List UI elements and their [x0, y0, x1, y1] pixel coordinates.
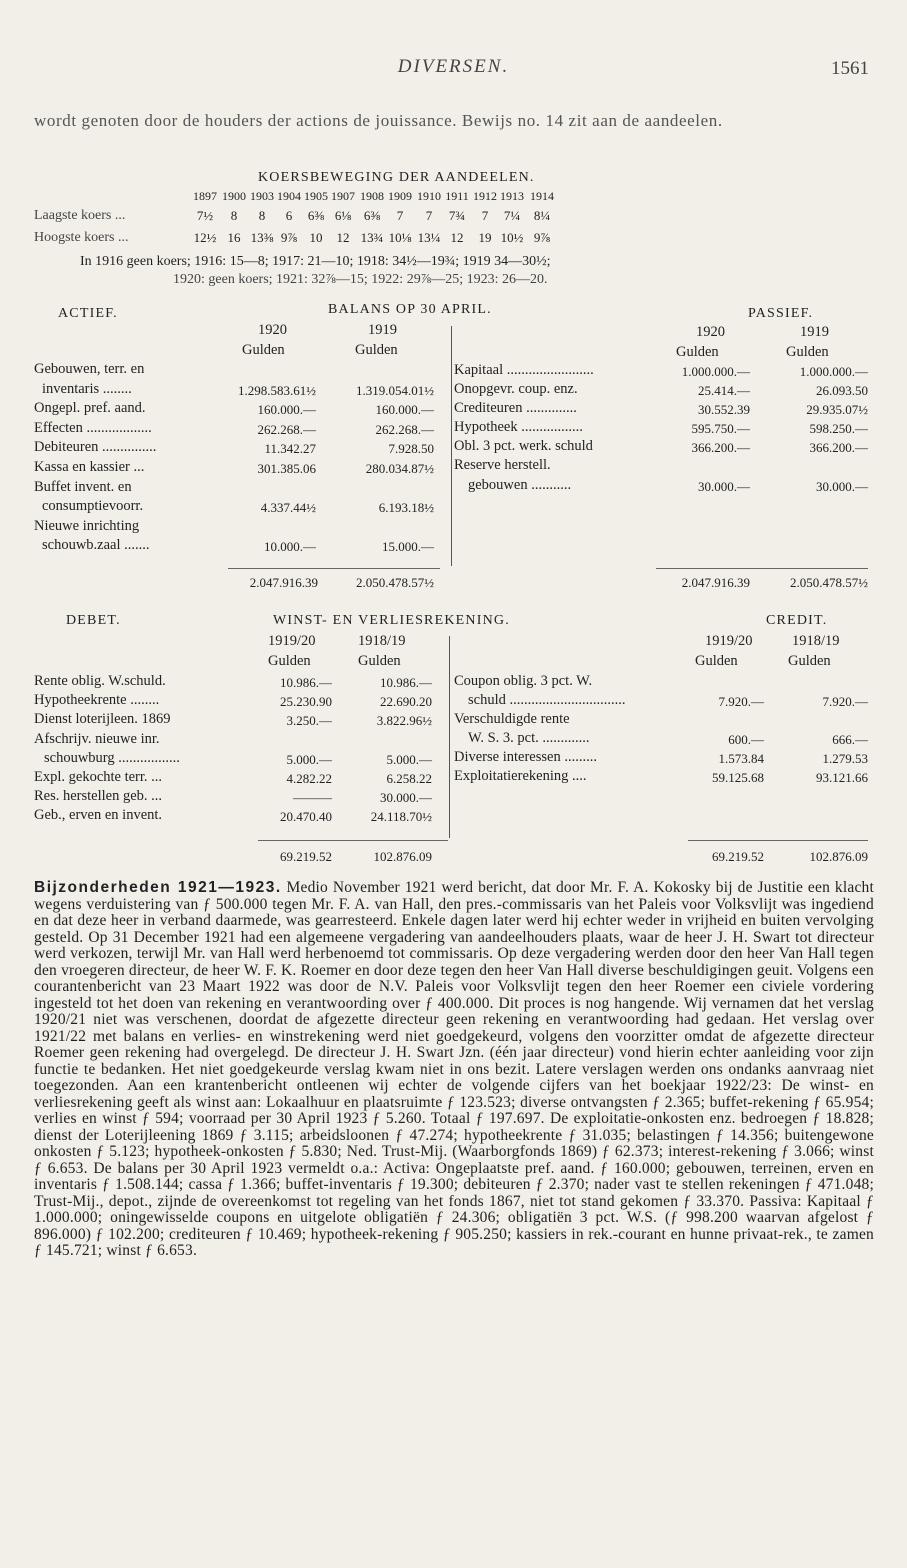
balans-passief-value-1919: 30.000.—: [816, 479, 868, 494]
balans-passief-total-2: 2.050.478.57½: [790, 575, 868, 590]
winst-debet-value-1918-19: 10.986.—: [380, 675, 432, 690]
winst-debet-value-1919-20: 25.230.90: [280, 694, 332, 710]
bijzonderheden-heading: Bijzonderheden 1921—1923.: [34, 879, 282, 896]
winst-debet-value-1919-20: 10.986.—: [280, 675, 332, 690]
koers-value: 6⅜: [363, 208, 381, 223]
winst-debet-value-1919-20: 4.282.22: [286, 771, 332, 786]
balans-actief-label: inventaris ........: [42, 380, 132, 397]
balans-actief-label: consumptievoorr.: [42, 498, 144, 515]
page-number: 1561: [831, 58, 869, 79]
balans-actief-title: ACTIEF.: [58, 306, 118, 321]
balans-actief-value-1919: 15.000.—: [382, 539, 434, 555]
balans-passief-label: Obl. 3 pct. werk. schuld: [454, 438, 593, 454]
koers-value: 6: [285, 208, 293, 223]
koers-value: 19: [478, 230, 492, 245]
koers-value: 9⅞: [280, 230, 298, 245]
balans-actief-sum-line: [228, 568, 440, 569]
balans-passief-year-2: 1919: [800, 324, 829, 340]
balans-passief-value-1920: 1.000.000.—: [681, 364, 750, 379]
winst-debet-label: Expl. gekochte terr. ...: [34, 769, 163, 785]
balans-actief-value-1919: 7.928.50: [388, 441, 434, 457]
koers-value: 10: [309, 230, 323, 245]
winst-credit-value-1918-19: 7.920.—: [822, 694, 868, 709]
balans-actief-label: Nieuwe inrichting: [34, 517, 140, 534]
balans-actief-total-1: 2.047.916.39: [249, 575, 318, 590]
koers-row-label: Hoogste koers ...: [34, 230, 129, 245]
winst-credit-total-2: 102.876.09: [809, 849, 868, 864]
koers-value: 13¾: [360, 230, 384, 245]
balans-actief-value-1920: 1.298.583.61½: [238, 382, 316, 398]
koers-value: 13⅜: [250, 230, 274, 245]
balans-actief-label: Debiteuren ...............: [34, 439, 157, 456]
winst-credit-label: W. S. 3. pct. .............: [468, 730, 590, 746]
balans-passief-label: Reserve herstell.: [454, 457, 551, 473]
koers-value: 13¼: [417, 230, 441, 245]
balans-passief-label: gebouwen ...........: [468, 477, 572, 493]
balans-actief-label: Buffet invent. en: [34, 478, 132, 495]
koers-year: 1903: [250, 189, 274, 203]
winst-credit-title: CREDIT.: [766, 613, 828, 628]
balans-passief-title: PASSIEF.: [748, 306, 814, 321]
koers-value: 9⅞: [533, 230, 551, 245]
balans-passief-value-1919: 366.200.—: [809, 440, 868, 455]
winst-debet-label: Rente oblig. W.schuld.: [34, 673, 166, 689]
winst-credit-label: Coupon oblig. 3 pct. W.: [454, 673, 593, 689]
koers-year: 1907: [331, 189, 355, 203]
koers-value: 12: [450, 230, 464, 245]
winst-credit-value-1918-19: 93.121.66: [816, 770, 868, 785]
koers-value: 16: [227, 230, 241, 245]
balans-actief-value-1920: 4.337.44½: [260, 500, 316, 516]
balans-actief-value-1920: 11.342.27: [264, 441, 316, 457]
koers-year: 1900: [222, 189, 246, 203]
bijzonderheden-paragraph: [34, 880, 874, 1260]
koers-year: 1897: [193, 189, 217, 203]
koers-value: 10⅛: [388, 230, 412, 245]
koers-note-1: In 1916 geen koers; 1916: 15—8; 1917: 21—10; 1918: 34½—19¾; 1919 34—30½;: [80, 254, 551, 269]
balans-actief-value-1920: 301.385.06: [257, 461, 316, 476]
balans-passief-value-1920: 595.750.—: [691, 421, 750, 436]
winst-debet-value-1919-20: 5.000.—: [286, 751, 332, 767]
balans-passief-value-1919: 598.250.—: [809, 421, 868, 436]
winst-debet-year-1: 1919/20: [268, 633, 316, 649]
winst-debet-sum-line: [258, 840, 448, 841]
balans-actief-label: Gebouwen, terr. en: [34, 361, 145, 377]
winst-debet-value-1919-20: ———: [293, 790, 332, 806]
balans-actief-value-1920: 10.000.—: [264, 539, 316, 555]
balans-actief-value-1920: 262.268.—: [257, 421, 316, 437]
koers-year: 1913: [500, 189, 524, 203]
balans-actief-label: schouwb.zaal .......: [42, 537, 150, 554]
balans-passief-value-1920: 30.552.39: [698, 402, 750, 417]
balans-passief-value-1920: 25.414.—: [698, 383, 750, 398]
balans-passief-unit-2: Gulden: [786, 344, 829, 360]
balans-passief-label: Hypotheek .................: [454, 419, 583, 435]
koers-value: 8: [258, 208, 266, 223]
koers-value: 6⅛: [334, 208, 352, 223]
page-title: DIVERSEN.: [397, 56, 510, 77]
winst-debet-value-1918-19: 3.822.96½: [376, 713, 432, 729]
koers-title: KOERSBEWEGING DER AANDEELEN.: [258, 170, 535, 185]
balans-actief-year-1: 1920: [258, 322, 287, 338]
balans-passief-value-1920: 30.000.—: [698, 479, 750, 494]
koers-year: 1911: [445, 189, 469, 203]
koers-value: 7½: [196, 208, 214, 223]
koers-value: 12½: [193, 230, 217, 245]
winst-debet-value-1918-19: 22.690.20: [380, 694, 432, 710]
balans-passief-unit-1: Gulden: [676, 344, 719, 360]
koers-year: 1909: [388, 189, 412, 203]
bijzonderheden-text: Medio November 1921 werd bericht, dat door Mr. F. A. Kokosky bij de Justitie een klacht wegens verduistering van ƒ 500.000 tegen Mr. F. A. van Hall, den pres.-commissaris van het Paleis voor Volksvlijt was ingediend en dat deze heer in verband daarmede, was gearresteerd. Enkele dagen later werd hij echter weder in vrijheid en buiten vervolging gesteld. Op 31 December 1921 had een algemeene vergadering van aandeelhouders plaats, waar de heer J. H. Swart tot directeur werd verkozen, terwijl Mr. van Hall werd herbenoemd tot commissaris. Op deze vergadering werden door den heer Van Hall tegen den vroegeren directeur, de heer W. F. K. Roemer en door deze tegen den heer Van Hall diverse beschuldigingen geuit. Volgens een courantenbericht van 23 Maart 1922 was door de N.V. Paleis voor Volksvlijt tegen den heer Roemer een civiele vordering ingesteld tot het doen van rekening en verantwoording over ƒ 400.000. Dit proces is nog hangende. Wij vernamen dat het verslag 1920/21 niet was verschenen, doordat de afgezette directeur geen rekening en verantwoording had gedaan. Het verslag over 1921/22 met balans en verlies- en winstrekening werd niet goedgekeurd, volgens den voorzitter omdat de afgezette directeur Roemer geen rekening had overgelegd. De directeur J. H. Swart Jzn. (één jaar directeur) vond hierin echter aanleiding voor zijn functie te bedanken. Het niet goedgekeurde verslag kwam niet in ons bezit. Latere verslagen werden ons ondanks aanvraag niet toegezonden. Aan een krantenbericht ontleenen wij echter de volgende cijfers van het boekjaar 1922/23: De winst- en verliesrekening geeft als winst aan: Lokaalhuur en plaatsruimte ƒ 123.523; diverse ontvangsten ƒ 2.365; buffet-rekening ƒ 65.954; verlies en winst ƒ 594; voorraad per 30 April 1923 ƒ 5.260. Totaal ƒ 197.697. De exploitatie-onkosten enz. bedroegen ƒ 18.828; dienst der Loterijleening 1869 ƒ 3.115; arbeidsloonen ƒ 47.274; hypotheekrente ƒ 31.035; belastingen ƒ 14.356; buitengewone onkosten ƒ 5.123; hypotheek-onkosten ƒ 5.830; Ned. Trust-Mij. (Waarborgfonds 1869) ƒ 62.373; interest-rekening ƒ 3.066; winst ƒ 6.653. De balans per 30 April 1923 vermeldt o.a.: Activa: Ongeplaatste pref. aand. ƒ 160.000; gebouwen, terreinen, erven en inventaris ƒ 1.508.144; cassa ƒ 1.366; buffet-inventaris ƒ 19.300; debiteuren ƒ 2.370; nader vast te stellen rekeningen ƒ 471.048; Trust-Mij., depot., zijnde de overeenkomst tot regeling van het fonds 1867, niet tot stand gekomen ƒ 33.370. Passiva: Kapitaal ƒ 1.000.000; oningewisselde coupons en uitgelote obligatiën ƒ 24.306; obligatiën 3 pct. W.S. (ƒ 998.200 waarvan afgelost ƒ 896.000) ƒ 102.200; crediteuren ƒ 10.469; hypotheek-rekening ƒ 905.250; kassiers in rek.-courant en hunne privaat-rek., te zamen ƒ 145.721; winst ƒ 6.653.: [34, 879, 874, 1259]
balans-actief-value-1919: 280.034.87½: [365, 461, 434, 476]
balans-title: BALANS OP 30 APRIL.: [328, 302, 492, 317]
winst-debet-label: Afschrijv. nieuwe inr.: [34, 730, 160, 747]
koers-value: 8¼: [533, 208, 551, 223]
balans-passief-value-1919: 26.093.50: [816, 383, 868, 398]
koers-year: 1905: [304, 189, 328, 203]
balans-actief-value-1920: 160.000.—: [257, 402, 316, 418]
winst-credit-sum-line: [688, 840, 868, 841]
koers-year: 1914: [530, 189, 554, 203]
winst-debet-label: schouwburg .................: [44, 749, 180, 766]
balans-passief-sum-line: [656, 568, 868, 569]
balans-passief-label: Kapitaal ........................: [454, 362, 594, 378]
winst-debet-value-1918-19: 5.000.—: [386, 751, 432, 767]
winst-credit-total-1: 69.219.52: [712, 849, 764, 864]
balans-actief-value-1919: 1.319.054.01½: [356, 382, 434, 398]
winst-credit-value-1919-20: 7.920.—: [718, 694, 764, 709]
winst-credit-year-1: 1919/20: [705, 633, 753, 649]
winst-credit-value-1918-19: 666.—: [832, 732, 868, 747]
koers-value: 6⅜: [307, 208, 325, 223]
balans-actief-value-1919: 160.000.—: [375, 402, 434, 418]
balans-actief-label: Effecten ..................: [34, 419, 152, 436]
koers-year: 1904: [277, 189, 301, 203]
balans-actief-label: Kassa en kassier ...: [34, 459, 145, 475]
balans-actief-year-2: 1919: [368, 322, 397, 338]
winst-debet-value-1918-19: 24.118.70½: [370, 809, 432, 825]
winst-credit-value-1919-20: 600.—: [728, 732, 764, 747]
balans-passief-value-1919: 29.935.07½: [806, 402, 868, 417]
winst-credit-unit-1: Gulden: [695, 653, 738, 669]
winst-debet-total-2: 102.876.09: [373, 849, 432, 864]
winst-debet-value-1919-20: 3.250.—: [286, 713, 332, 729]
balans-divider: [451, 326, 452, 566]
balans-passief-year-1: 1920: [696, 324, 725, 340]
balans-passief-label: Onopgevr. coup. enz.: [454, 381, 578, 397]
winst-debet-value-1919-20: 20.470.40: [280, 809, 332, 825]
balans-passief-value-1919: 1.000.000.—: [799, 364, 868, 379]
balans-passief-total-1: 2.047.916.39: [681, 575, 750, 590]
koers-value: 7: [425, 208, 433, 223]
balans-passief-label: Crediteuren ..............: [454, 400, 577, 416]
winst-debet-unit-2: Gulden: [358, 653, 401, 669]
winst-credit-year-2: 1918/19: [792, 633, 840, 649]
winst-credit-value-1919-20: 59.125.68: [712, 770, 764, 785]
winst-credit-label: Exploitatierekening ....: [454, 768, 587, 784]
koers-value: 10½: [500, 230, 524, 245]
winst-divider: [449, 636, 450, 838]
winst-debet-value-1918-19: 6.258.22: [386, 771, 432, 786]
koers-value: 12: [336, 230, 350, 245]
winst-debet-label: Dienst loterijleen. 1869: [34, 711, 171, 728]
winst-credit-label: schuld ................................: [468, 692, 626, 708]
winst-credit-label: Diverse interessen .........: [454, 749, 597, 765]
koers-value: 7: [481, 208, 489, 223]
koers-note-2: 1920: geen koers; 1921: 32⅞—15; 1922: 29⅞—25; 1923: 26—20.: [173, 272, 548, 287]
winst-debet-total-1: 69.219.52: [280, 849, 332, 864]
koers-value: 7: [396, 208, 404, 223]
koers-value: 7¼: [503, 208, 521, 223]
balans-actief-label: Ongepl. pref. aand.: [34, 400, 146, 417]
intro-text: wordt genoten door de houders der actions de jouissance. Bewijs no. 14 zit aan de aandeelen.: [34, 111, 723, 130]
winst-title: WINST- EN VERLIESREKENING.: [273, 613, 510, 628]
winst-debet-label: Geb., erven en invent.: [34, 807, 163, 824]
winst-debet-label: Res. herstellen geb. ...: [34, 788, 163, 805]
balans-passief-value-1920: 366.200.—: [691, 440, 750, 455]
koers-value: 7¾: [448, 208, 466, 223]
winst-debet-title: DEBET.: [66, 613, 121, 628]
winst-credit-value-1919-20: 1.573.84: [718, 751, 764, 766]
winst-credit-value-1918-19: 1.279.53: [822, 751, 868, 766]
balans-actief-unit-1: Gulden: [242, 342, 285, 358]
winst-credit-unit-2: Gulden: [788, 653, 831, 669]
koers-row-label: Laagste koers ...: [34, 208, 126, 223]
winst-debet-unit-1: Gulden: [268, 653, 311, 669]
winst-debet-year-2: 1918/19: [358, 633, 406, 649]
balans-actief-value-1919: 6.193.18½: [378, 500, 434, 516]
winst-credit-label: Verschuldigde rente: [454, 711, 570, 727]
koers-value: 8: [230, 208, 238, 223]
koers-year: 1910: [417, 189, 441, 203]
winst-debet-label: Hypotheekrente ........: [34, 692, 160, 709]
winst-debet-value-1918-19: 30.000.—: [380, 790, 432, 806]
koers-year: 1908: [360, 189, 384, 203]
koers-year: 1912: [473, 189, 497, 203]
balans-actief-total-2: 2.050.478.57½: [356, 575, 434, 590]
balans-actief-unit-2: Gulden: [355, 342, 398, 358]
balans-actief-value-1919: 262.268.—: [375, 421, 434, 437]
